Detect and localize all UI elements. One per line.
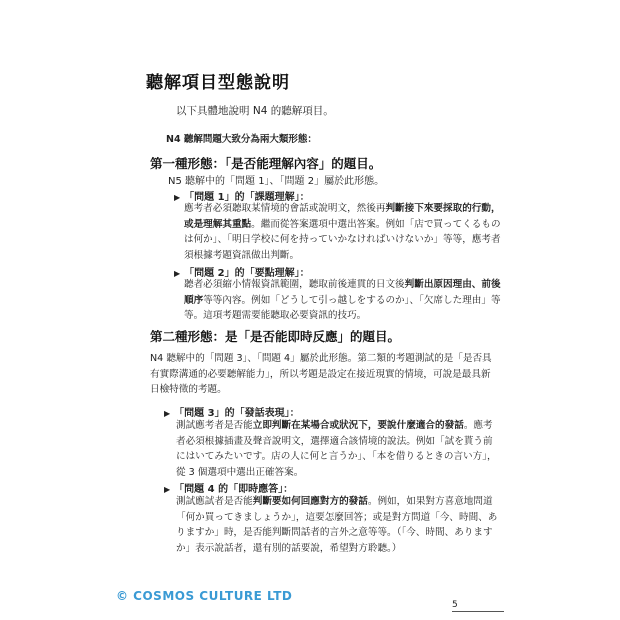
section2-item1-text: 測試應考者是否能立即判斷在某場合或狀況下，要說什麼適合的發話。應考者必須根據插畫及聲音說明文，選擇適合該情境的說法。例如「試を貰う前にはいてみたいです。店の人に何と言うか」、「本を借りるときの言い方」，從 3 個選項中選出正確答案。: [176, 420, 497, 478]
arrow-icon: ▶: [174, 193, 181, 202]
section2-heading: 第二種形態：是「是否能即時反應」的題目。: [150, 329, 401, 344]
arrow-icon: ▶: [164, 485, 171, 494]
section1-note: N5 聽解中的「問題 1」、「問題 2」屬於此形態。: [168, 176, 385, 187]
watermark: © COSMOS CULTURE LTD: [116, 589, 293, 603]
page-title: 聽解項目型態說明: [146, 73, 290, 93]
section1-item2-label: ▶ 「問題 2」的「要點理解」：: [174, 268, 310, 279]
section1-heading: 第一種形態：「是否能理解內容」的題目。: [150, 156, 382, 171]
section2-item2-text: 測試應試者是否能判斷要如何回應對方的發話。例如，如果對方喜意地問道「何か買ってきましょうか」，這要怎麼回答；或是對方問道「今、時間、ありますか」時，是否能判斷問話者的言外之意等等。（「今、時間、ありますか」表示說話者，還有別的話要說，希望對方聆聽。）: [176, 496, 498, 554]
section1-item1-text: 應考者必須聽取某情境的會話或說明文，然後再判斷接下來要採取的行動，或是理解其重點。繼而從答案選項中選出答案。例如「店で買ってくるものは何か」、「明日学校に何を持っていかなければいけないか」等等，應考者須根據考題資訊做出判斷。: [184, 203, 501, 261]
section2-item1-label: ▶ 「問題 3」的「發話表現」：: [164, 408, 300, 419]
intro-text: 以下具體地說明 N4 的聽解項目。: [176, 105, 334, 117]
section1-item1-label: ▶ 「問題 1」的「課題理解」：: [174, 192, 310, 203]
arrow-icon: ▶: [174, 269, 181, 278]
section2-item2-label: ▶ 「問題 4 的「即時應答」：: [164, 484, 294, 495]
page-number-rule: [452, 611, 504, 612]
arrow-icon: ▶: [164, 409, 171, 418]
section2-intro: N4 聽解中的「問題 3」、「問題 4」屬於此形態。第二類的考題測試的是「是否具有實際溝通的必要聽解能力」，所以考題是設定在接近現實的情境，可說是最具新日檢特徵的考題。: [150, 353, 492, 395]
page-number: 5: [452, 600, 458, 610]
n4-summary: N4 聽解問題大致分為兩大類形態：: [166, 134, 317, 145]
section1-item2-text: 聽者必須縮小情報資訊範圍，聽取前後連貫的日文後判斷出原因理由、前後順序等等內容。例如「どうして引っ越しをするのか」、「欠席した理由」等等。這項考題需要能聽取必要資訊的技巧。: [184, 279, 501, 321]
